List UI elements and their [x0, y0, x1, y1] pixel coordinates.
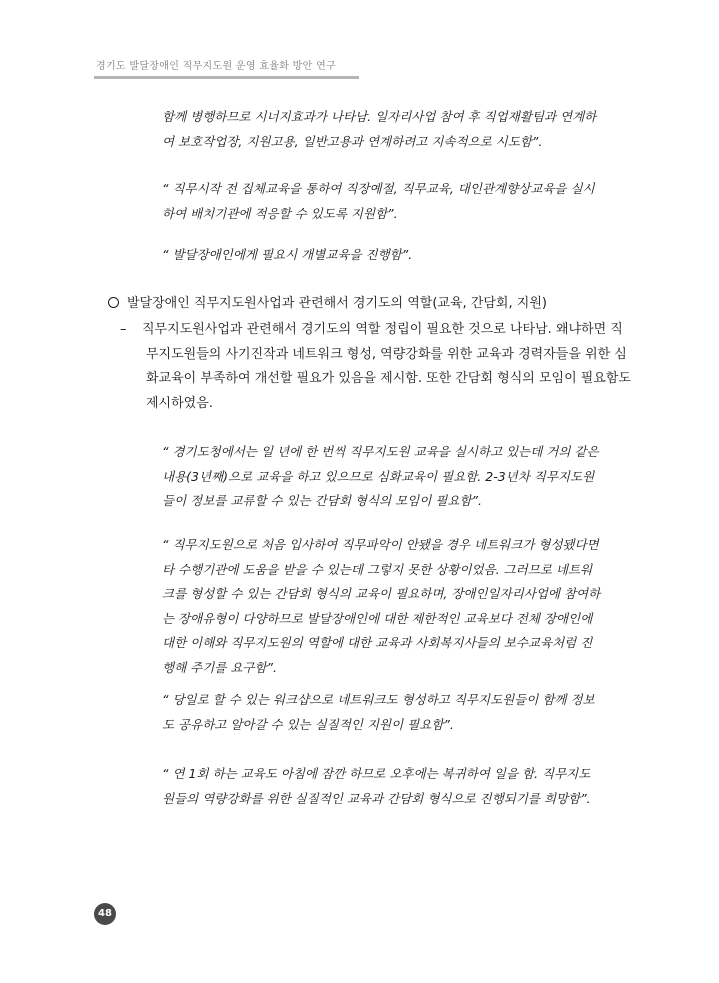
- interview-quote: “ 발달장애인에게 필요시 개별교육을 진행함”.: [162, 247, 413, 262]
- interview-quote: 함께 병행하므로 시너지효과가 나타남. 일자리사업 참여 후 직업재활팀과 연계하여 보호작업장, 지원고용, 일반고용과 연계하려고 지속적으로 시도함”.: [162, 109, 597, 149]
- interview-quote: “ 경기도청에서는 일 년에 한 번씩 직무지도원 교육을 실시하고 있는데 거의 같은 내용(3년째)으로 교육을 하고 있으므로 심화교육이 필요함. 2-3년차 직무지도원들이 정보를 교류할 수 있는 간담회 형식의 모임이 필요함”.: [162, 444, 599, 508]
- interview-quote: “ 직무지도원으로 처음 입사하여 직무파악이 안됐을 경우 네트워크가 형성됐다면 타 수행기관에 도움을 받을 수 있는데 그렇지 못한 상황이었음. 그러므로 네트워크를 형성할 수 있는 간담회 형식의 교육이 필요하며, 장애인일자리사업에 참여하는 장애유형이 다양하므로 발달장애인에 대한 제한적인 교육보다 전체 장애인에 대한 이해와 직무지도원의 역할에 대한 교육과 사회복지사들의 보수교육처럼 진행해 주기를 요구함”.: [162, 537, 601, 675]
- interview-quote: “ 당일로 할 수 있는 워크샵으로 네트워크도 형성하고 직무지도원들이 함께 정보도 공유하고 알아갈 수 있는 실질적인 지원이 필요함”.: [162, 692, 595, 732]
- dash-bullet: –: [120, 322, 127, 337]
- section-heading-text: 발달장애인 직무지도원사업과 관련해서 경기도의 역할(교육, 간담회, 지원): [127, 296, 547, 311]
- header-rule: [94, 76, 359, 79]
- interview-quote: “ 직무시작 전 집체교육을 통하여 직장예절, 직무교육, 대인관계향상교육을 실시하여 배치기관에 적응할 수 있도록 지원함”.: [162, 181, 595, 221]
- dash-list-item: [120, 318, 632, 416]
- interview-quote: “ 연 1회 하는 교육도 아침에 잠깐 하므로 오후에는 복귀하여 일을 함. 직무지도원들의 역량강화를 위한 실질적인 교육과 간담회 형식으로 진행되기를 희망함”.: [162, 766, 591, 806]
- page-number-badge: 48: [94, 903, 116, 925]
- section-heading: [108, 292, 628, 316]
- dash-list-item-text: 직무지도원사업과 관련해서 경기도의 역할 정립이 필요한 것으로 나타남. 왜냐하면 직무지도원들의 사기진작과 네트워크 형성, 역량강화를 위한 교육과 경력자들을 위한 심화교육이 부족하여 개선할 필요가 있음을 제시함. 또한 간담회 형식의 모임이 필요함도 제시하였음.: [142, 322, 631, 411]
- running-header: 경기도 발달장애인 직무지도원 운영 효율화 방안 연구: [96, 61, 336, 72]
- circle-bullet-icon: [108, 297, 119, 308]
